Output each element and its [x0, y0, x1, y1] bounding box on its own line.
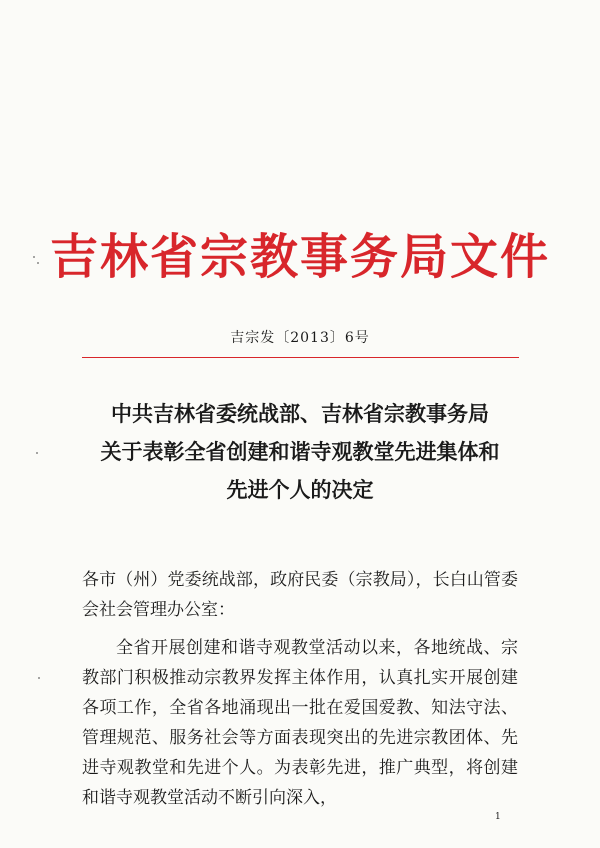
addressee: 各市（州）党委统战部，政府民委（宗教局），长白山管委会社会管理办公室：	[82, 570, 518, 620]
decision-title-line-3: 先进个人的决定	[226, 478, 374, 502]
scan-speck	[37, 262, 39, 264]
decision-title-line-1: 中共吉林省委统战部、吉林省宗教事务局	[111, 402, 489, 426]
scan-speck	[38, 677, 40, 679]
scan-speck	[36, 452, 38, 454]
body-text	[82, 565, 518, 813]
decision-title	[0, 395, 600, 509]
red-divider-line	[82, 357, 519, 358]
decision-title-line-2: 关于表彰全省创建和谐寺观教堂先进集体和	[100, 440, 500, 464]
document-number: 吉宗发〔2013〕6号	[230, 330, 370, 346]
issuer-title: 吉林省宗教事务局文件	[49, 229, 550, 285]
scan-speck	[33, 256, 35, 258]
page-number: 1	[495, 812, 501, 822]
body-paragraph: 全省开展创建和谐寺观教堂活动以来，各地统战、宗教部门积极推动宗教界发挥主体作用，认真扎实开展创建各项工作，全省各地涌现出一批在爱国爱教、知法守法、管理规范、服务社会等方面表现突出的先进宗教团体、先进寺观教堂和先进个人。为表彰先进，推广典型，将创建和谐寺观教堂活动不断引向深入，	[82, 638, 518, 808]
